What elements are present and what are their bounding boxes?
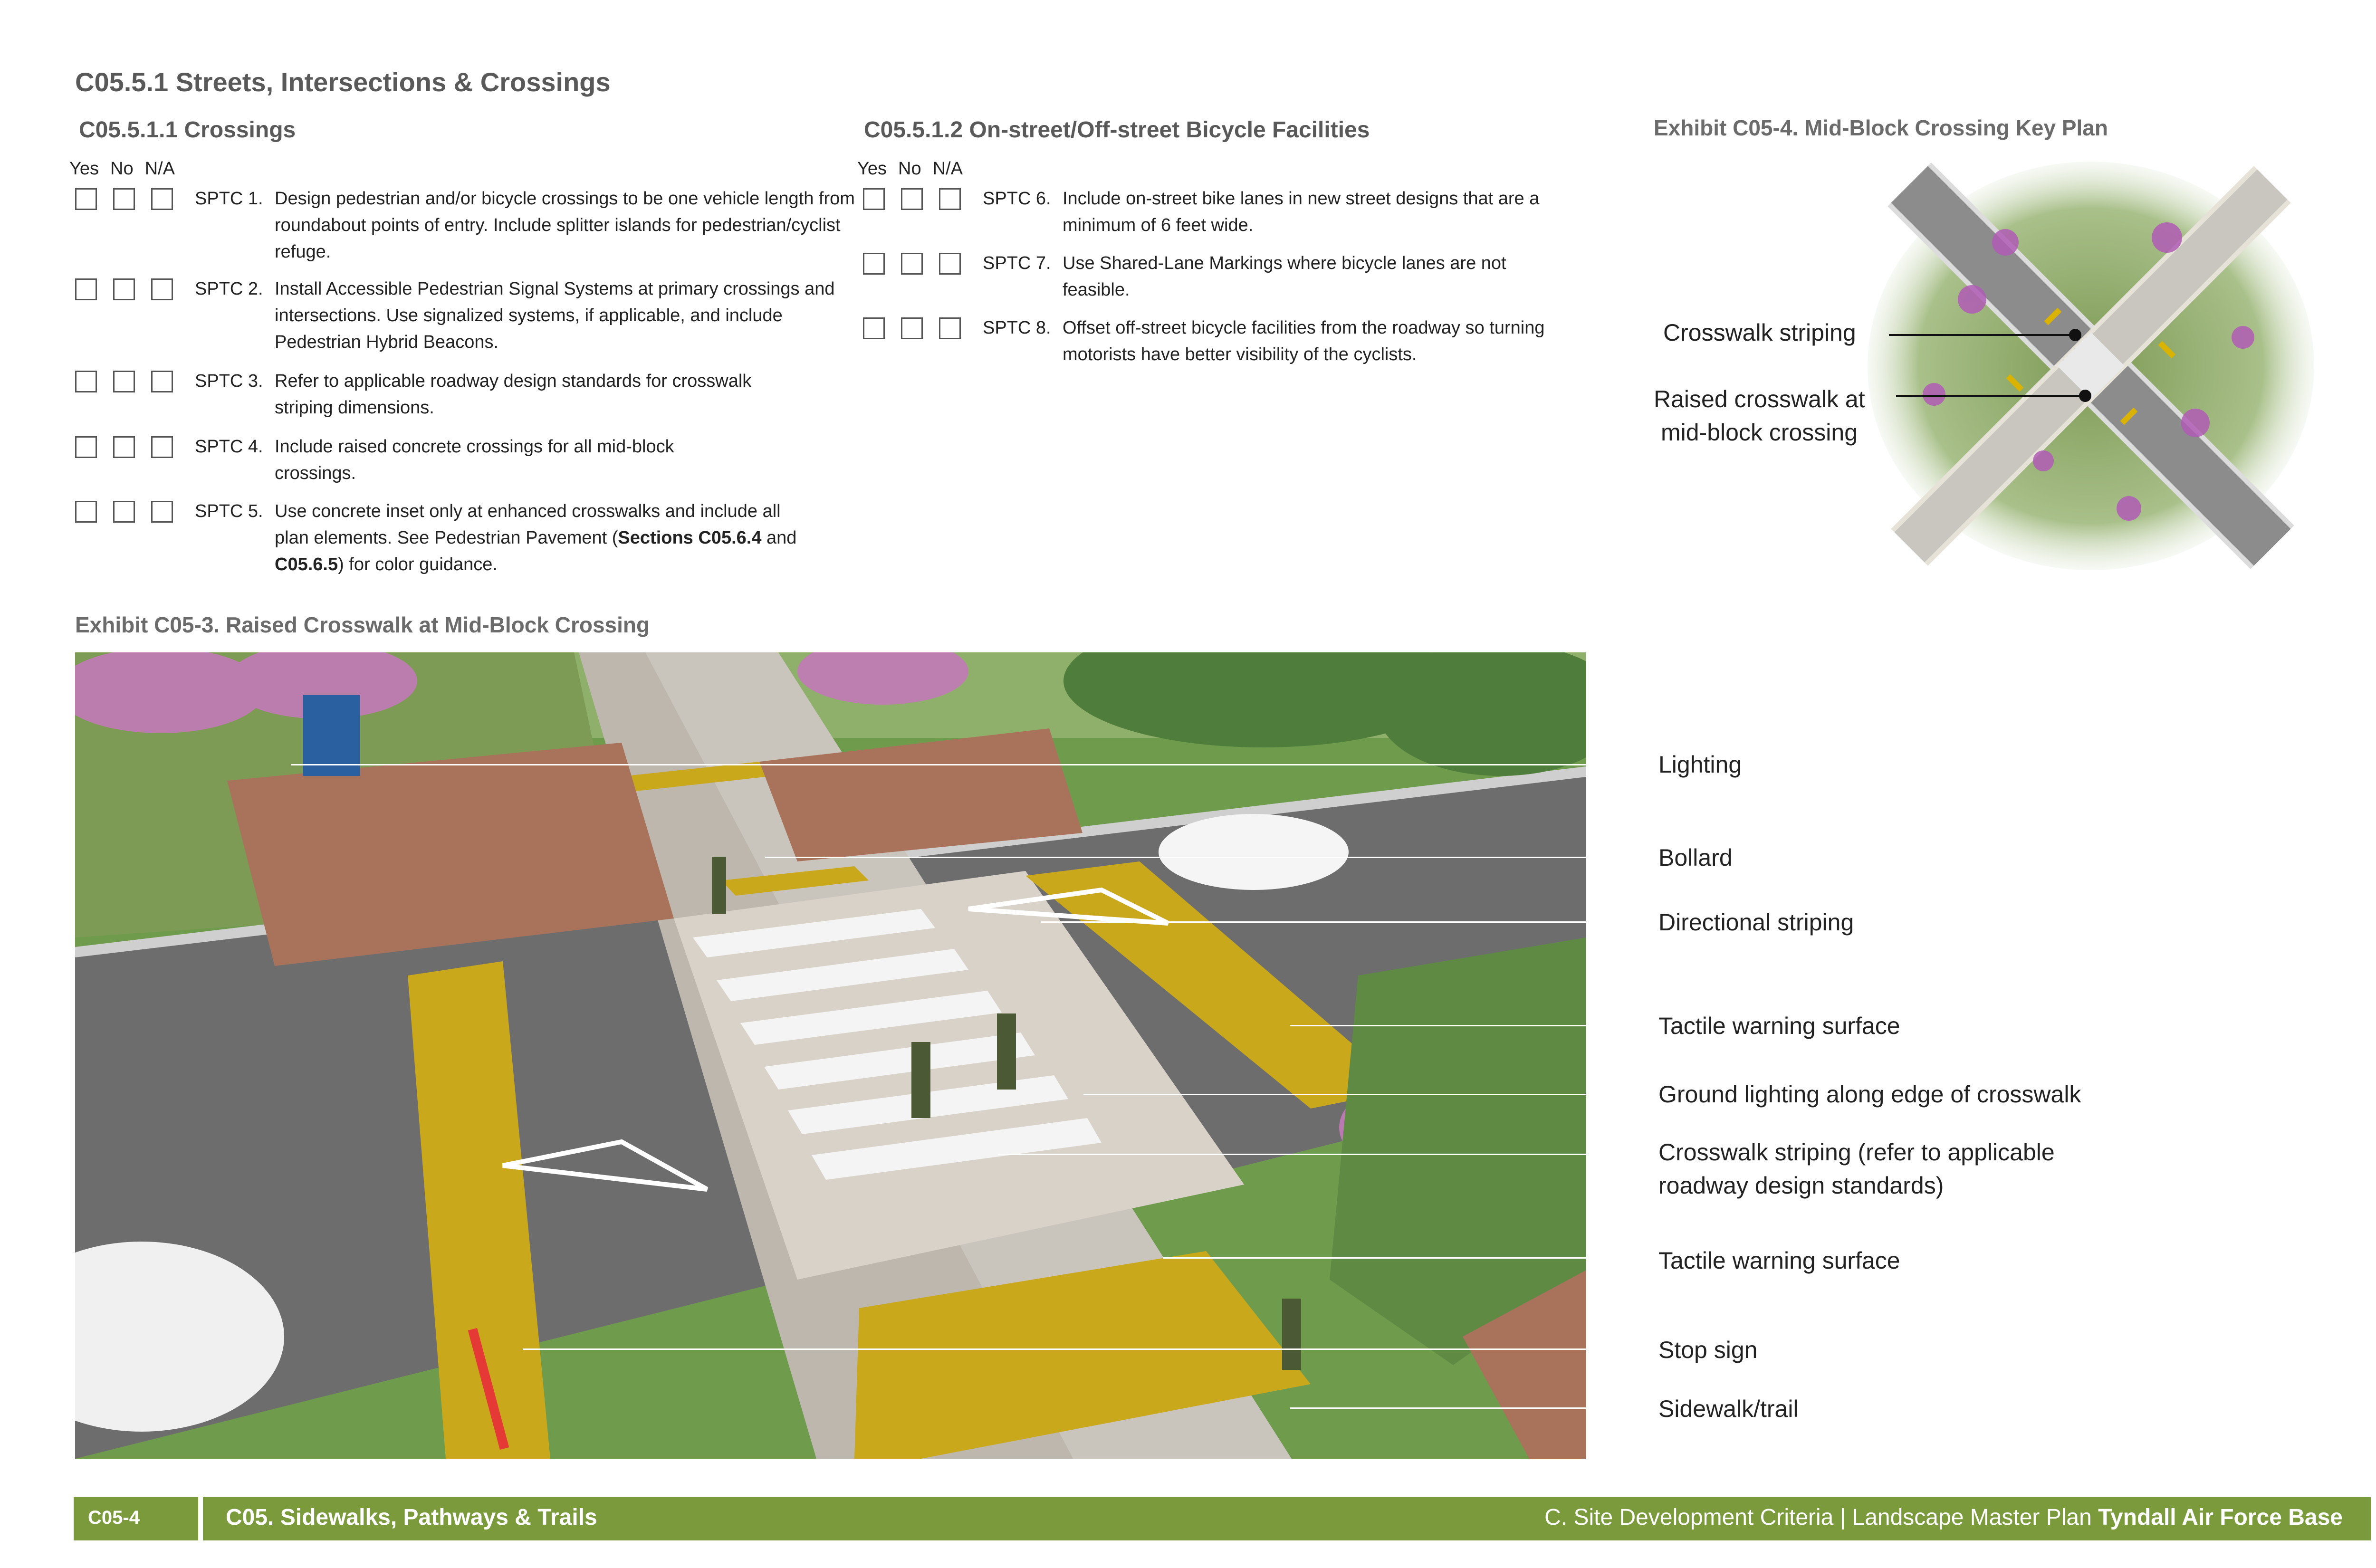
no-checkbox[interactable] xyxy=(113,436,135,458)
yes-checkbox[interactable] xyxy=(863,317,885,339)
col-no: No xyxy=(110,159,134,179)
item-text: Offset off-street bicycle facilities from the roadway so turning motorists have better visibility of the cyclists. xyxy=(1063,318,1545,364)
label-crosswalk-striping: Crosswalk striping xyxy=(1663,319,1856,346)
exhibit3-title: Exhibit C05-3. Raised Crosswalk at Mid-Block Crossing xyxy=(75,612,650,637)
yes-checkbox[interactable] xyxy=(75,278,97,300)
item-code: SPTC 5. xyxy=(195,501,263,521)
yes-checkbox[interactable] xyxy=(75,436,97,458)
yes-checkbox[interactable] xyxy=(863,253,885,275)
raised-crosswalk-rendering xyxy=(75,652,1586,1459)
key-plan-illustration xyxy=(1863,157,2314,575)
checklist-item-sptc1 xyxy=(75,185,855,271)
section-ref-1: Sections C05.6.4 xyxy=(618,528,762,548)
na-checkbox[interactable] xyxy=(151,188,173,210)
item-text: Design pedestrian and/or bicycle crossings to be one vehicle length from roundabout points of entry. Include splitter islands for pedestrian/cyclist refuge. xyxy=(275,189,855,262)
item-code: SPTC 7. xyxy=(983,253,1051,273)
yes-checkbox[interactable] xyxy=(863,188,885,210)
no-checkbox[interactable] xyxy=(113,501,135,523)
striping-leader-photo xyxy=(998,1154,1636,1155)
checklist-item-sptc2 xyxy=(75,276,835,361)
lighting-leader xyxy=(291,764,1636,765)
item-text-b: ) for color guidance. xyxy=(338,555,498,574)
sidewalk-leader xyxy=(1290,1407,1636,1409)
no-checkbox[interactable] xyxy=(113,278,135,300)
bollard-leader xyxy=(765,857,1636,858)
yes-checkbox[interactable] xyxy=(75,501,97,523)
plan-label: Landscape Master Plan xyxy=(1852,1505,2092,1530)
item-text-a: Use concrete inset only at enhanced crosswalks and include all plan elements. See Pedestrian Pavement ( xyxy=(275,501,781,548)
item-code: SPTC 6. xyxy=(983,189,1051,209)
no-checkbox[interactable] xyxy=(901,317,923,339)
stop-sign-leader xyxy=(523,1348,1636,1350)
key-plan-title: Exhibit C05-4. Mid-Block Crossing Key Plan xyxy=(1654,115,2108,140)
yes-checkbox[interactable] xyxy=(75,371,97,392)
no-checkbox[interactable] xyxy=(901,188,923,210)
page-footer xyxy=(74,1497,2371,1540)
page-number: C05-4 xyxy=(88,1507,140,1528)
callout-bollard: Bollard xyxy=(1658,844,1733,871)
callout-crosswalk-striping-2: roadway design standards) xyxy=(1658,1172,1944,1199)
item-code: SPTC 3. xyxy=(195,371,263,391)
bike-facilities-title: C05.5.1.2 On-street/Off-street Bicycle Facilities xyxy=(864,117,1370,143)
callout-lighting: Lighting xyxy=(1658,751,1742,778)
callout-directional-striping: Directional striping xyxy=(1658,909,1854,936)
item-code: SPTC 2. xyxy=(195,279,263,299)
item-text: Use Shared-Lane Markings where bicycle lanes are not feasible. xyxy=(1063,253,1506,300)
item-code: SPTC 8. xyxy=(983,318,1051,338)
callout-stop-sign: Stop sign xyxy=(1658,1337,1758,1363)
checklist-item-sptc5 xyxy=(75,498,797,583)
section-title: C05.5.1 Streets, Intersections & Crossings xyxy=(75,67,611,97)
no-checkbox[interactable] xyxy=(901,253,923,275)
callout-sidewalk-trail: Sidewalk/trail xyxy=(1658,1396,1799,1422)
label-raised-crosswalk-2: mid-block crossing xyxy=(1661,419,1858,446)
item-text: Install Accessible Pedestrian Signal Systems at primary crossings and intersections. Use signalized systems, if applicable, and include Pedestrian Hybrid Beacons. xyxy=(275,279,835,352)
na-checkbox[interactable] xyxy=(939,317,961,339)
item-text: Refer to applicable roadway design standards for crosswalk striping dimensions. xyxy=(275,371,752,418)
col-yes: Yes xyxy=(857,159,887,179)
callout-crosswalk-striping-1: Crosswalk striping (refer to applicable xyxy=(1658,1139,2055,1166)
item-text: Include raised concrete crossings for all mid-block crossings. xyxy=(275,437,674,483)
callout-ground-lighting: Ground lighting along edge of crosswalk xyxy=(1658,1081,2081,1108)
col-no: No xyxy=(898,159,921,179)
document-title xyxy=(1544,1504,2343,1530)
ground-lighting-leader xyxy=(1083,1094,1636,1095)
col-na: N/A xyxy=(144,159,175,179)
bike-column-headers xyxy=(857,159,974,179)
col-yes: Yes xyxy=(69,159,99,179)
crossings-column-headers xyxy=(69,159,186,179)
item-text xyxy=(275,498,807,578)
label-raised-crosswalk-1: Raised crosswalk at xyxy=(1654,386,1865,412)
na-checkbox[interactable] xyxy=(939,253,961,275)
col-na: N/A xyxy=(932,159,963,179)
no-checkbox[interactable] xyxy=(113,188,135,210)
item-code: SPTC 4. xyxy=(195,437,263,457)
directional-leader xyxy=(1041,921,1636,923)
na-checkbox[interactable] xyxy=(151,501,173,523)
checklist-item-sptc6 xyxy=(863,185,1604,242)
tactile-leader-1 xyxy=(1290,1025,1636,1026)
na-checkbox[interactable] xyxy=(939,188,961,210)
checklist-item-sptc7 xyxy=(863,250,1604,307)
crossings-title: C05.5.1.1 Crossings xyxy=(79,117,296,143)
base-name: Tyndall Air Force Base xyxy=(2098,1505,2343,1530)
white-car-top xyxy=(1159,814,1349,890)
item-text-and: and xyxy=(761,528,797,548)
callout-tactile-warning-1: Tactile warning surface xyxy=(1658,1013,1900,1039)
striping-leader xyxy=(1889,334,2075,336)
checklist-item-sptc4 xyxy=(75,433,797,490)
na-checkbox[interactable] xyxy=(151,278,173,300)
section-ref-2: C05.6.5 xyxy=(275,555,338,574)
footer-divider: | xyxy=(1839,1505,1846,1530)
na-checkbox[interactable] xyxy=(151,436,173,458)
item-code: SPTC 1. xyxy=(195,189,263,209)
tactile-leader-2 xyxy=(1163,1257,1636,1259)
criteria-label: C. Site Development Criteria xyxy=(1544,1505,1834,1530)
item-text: Include on-street bike lanes in new street designs that are a minimum of 6 feet wide. xyxy=(1063,189,1540,235)
checklist-item-sptc3 xyxy=(75,368,797,425)
na-checkbox[interactable] xyxy=(151,371,173,392)
yes-checkbox[interactable] xyxy=(75,188,97,210)
no-checkbox[interactable] xyxy=(113,371,135,392)
chapter-title: C05. Sidewalks, Pathways & Trails xyxy=(226,1505,597,1530)
callout-tactile-warning-2: Tactile warning surface xyxy=(1658,1247,1900,1274)
footer-separator xyxy=(198,1497,203,1540)
checklist-item-sptc8 xyxy=(863,315,1604,372)
raised-leader xyxy=(1896,395,2085,397)
